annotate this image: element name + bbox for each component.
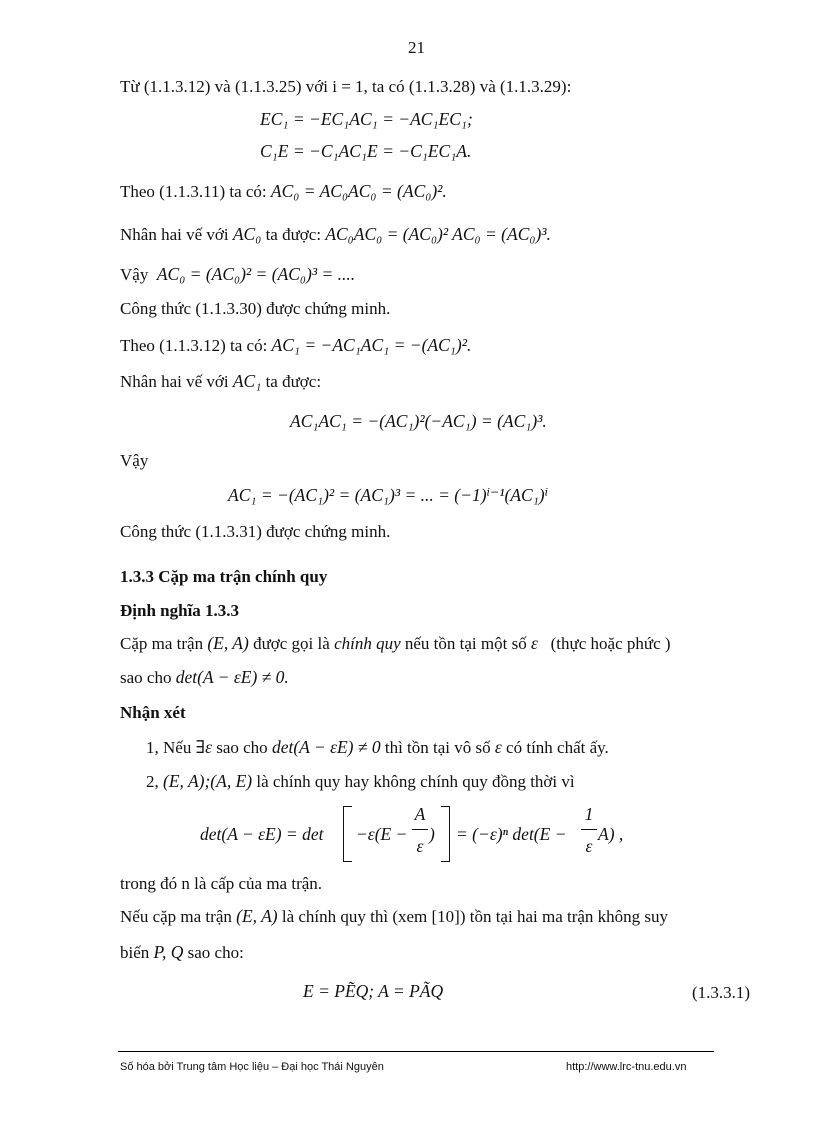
text-fragment: ta được: xyxy=(265,225,322,244)
footer-left: Số hóa bởi Trung tâm Học liệu – Đại học Thái Nguyên xyxy=(120,1061,384,1073)
text-fragment: Nếu cặp ma trận xyxy=(120,907,232,926)
remark-heading: Nhận xét xyxy=(120,703,186,722)
inline-math: (E, A) xyxy=(207,633,249,653)
text-fragment: được gọi là xyxy=(253,634,330,653)
text-fragment: Vậy xyxy=(120,265,149,284)
text-fragment: 1, Nếu xyxy=(146,738,192,757)
page-number: 21 xyxy=(408,38,425,57)
text-fragment: là chính quy thì (xem [10]) tồn tại hai ma trận không suy xyxy=(281,907,669,926)
text-line-10: trong đó n là cấp của ma trận. xyxy=(120,874,323,893)
inline-math: AC₁ = −AC₁AC₁ = −(AC₁)². xyxy=(271,335,472,355)
inline-math: det(A − εE) ≠ 0 xyxy=(271,737,381,757)
det-equation-lhs: det(A − εE) = det xyxy=(200,824,324,844)
text-fragment: thì tồn tại vô số xyxy=(384,738,491,757)
text-line-1: Từ (1.1.3.12) và (1.1.3.25) với i = 1, ta có (1.1.3.28) và (1.1.3.29): xyxy=(120,77,572,96)
equation-1: EC₁ = −EC₁AC₁ = −AC₁EC₁; xyxy=(260,109,473,129)
inline-math: AC₀AC₀ = (AC₀)² AC₀ = (AC₀)³. xyxy=(325,224,551,244)
det-inner-2: ) xyxy=(429,824,435,844)
definition-heading: Định nghĩa 1.3.3 xyxy=(120,601,240,620)
inline-math: AC₁ xyxy=(232,371,262,391)
section-heading: 1.3.3 Cặp ma trận chính quy xyxy=(120,567,328,586)
inline-math: ∃ε xyxy=(195,737,212,757)
equation-label: (1.3.3.1) xyxy=(692,983,751,1002)
emphasis-text: chính quy xyxy=(334,634,401,653)
inline-math: AC₀ xyxy=(232,224,262,244)
inline-math: det(A − εE) ≠ 0. xyxy=(175,667,289,687)
text-fragment: là chính quy hay không chính quy đồng thời vì xyxy=(256,772,575,791)
text-line-3 xyxy=(120,223,551,246)
definition-line-1 xyxy=(120,632,671,655)
text-fragment: Cặp ma trận xyxy=(120,634,204,653)
inline-math: ε xyxy=(494,737,502,757)
text-fragment: Nhân hai vế với xyxy=(120,225,229,244)
inline-math: (E, A);(A, E) xyxy=(163,771,253,791)
text-fragment: có tính chất ấy. xyxy=(506,738,609,757)
text-line-9: Công thức (1.1.3.31) được chứng minh. xyxy=(120,522,391,541)
text-fragment: Nhân hai vế với xyxy=(120,372,229,391)
text-fragment: nếu tồn tại một số xyxy=(404,634,527,653)
inline-math: P, Q xyxy=(153,942,184,962)
fraction-denominator: ε xyxy=(416,836,424,856)
text-line-4 xyxy=(120,263,355,286)
det-equation-end: A) , xyxy=(598,824,624,844)
fraction-numerator: 1 xyxy=(584,804,594,824)
remark-item-1 xyxy=(146,736,609,759)
inline-math: (E, A) xyxy=(236,906,278,926)
inline-math: AC₀ = (AC₀)² = (AC₀)³ = .... xyxy=(156,264,356,284)
equation-3: AC₁AC₁ = −(AC₁)²(−AC₁) = (AC₁)³. xyxy=(290,411,547,431)
text-line-2 xyxy=(120,180,447,203)
equation-4: AC₁ = −(AC₁)² = (AC₁)³ = ... = (−1)ⁱ⁻¹(AC₁)ⁱ xyxy=(228,485,549,505)
text-fragment: sao cho xyxy=(216,738,268,757)
remark-item-2 xyxy=(146,770,575,793)
fraction-denominator: ε xyxy=(585,836,593,856)
text-line-6 xyxy=(120,334,471,357)
text-fragment: 2, xyxy=(146,772,159,791)
left-bracket xyxy=(343,806,352,862)
text-fragment: Theo (1.1.3.11) ta có: xyxy=(120,182,267,201)
det-equation-mid: = (−ε)ⁿ det(E − xyxy=(456,824,567,844)
equation-2: C₁E = −C₁AC₁E = −C₁EC₁A. xyxy=(260,141,472,161)
text-line-5: Công thức (1.1.3.30) được chứng minh. xyxy=(120,299,391,318)
text-fragment: Theo (1.1.3.12) ta có: xyxy=(120,336,268,355)
text-fragment: sao cho xyxy=(120,668,172,687)
inline-math: ε xyxy=(530,633,538,653)
text-line-11 xyxy=(120,905,668,928)
text-line-8: Vậy xyxy=(120,451,149,470)
fraction-bar xyxy=(581,829,597,830)
text-line-12 xyxy=(120,941,244,964)
fraction-numerator: A xyxy=(414,804,426,824)
right-bracket xyxy=(441,806,450,862)
footer-link[interactable]: http://www.lrc-tnu.edu.vn xyxy=(566,1061,687,1073)
text-line-7 xyxy=(120,370,321,393)
definition-line-2 xyxy=(120,666,289,689)
inline-math: AC₀ = AC₀AC₀ = (AC₀)². xyxy=(270,181,447,201)
text-fragment: sao cho: xyxy=(187,943,244,962)
text-fragment: ta được: xyxy=(265,372,322,391)
text-fragment: (thực hoặc phức ) xyxy=(550,634,671,653)
text-fragment: biến xyxy=(120,943,150,962)
footer-divider xyxy=(118,1051,714,1052)
det-inner-1: −ε(E − xyxy=(356,824,408,844)
fraction-bar xyxy=(412,829,428,830)
equation-5: E = PẼQ; A = PÃQ xyxy=(303,981,444,1001)
